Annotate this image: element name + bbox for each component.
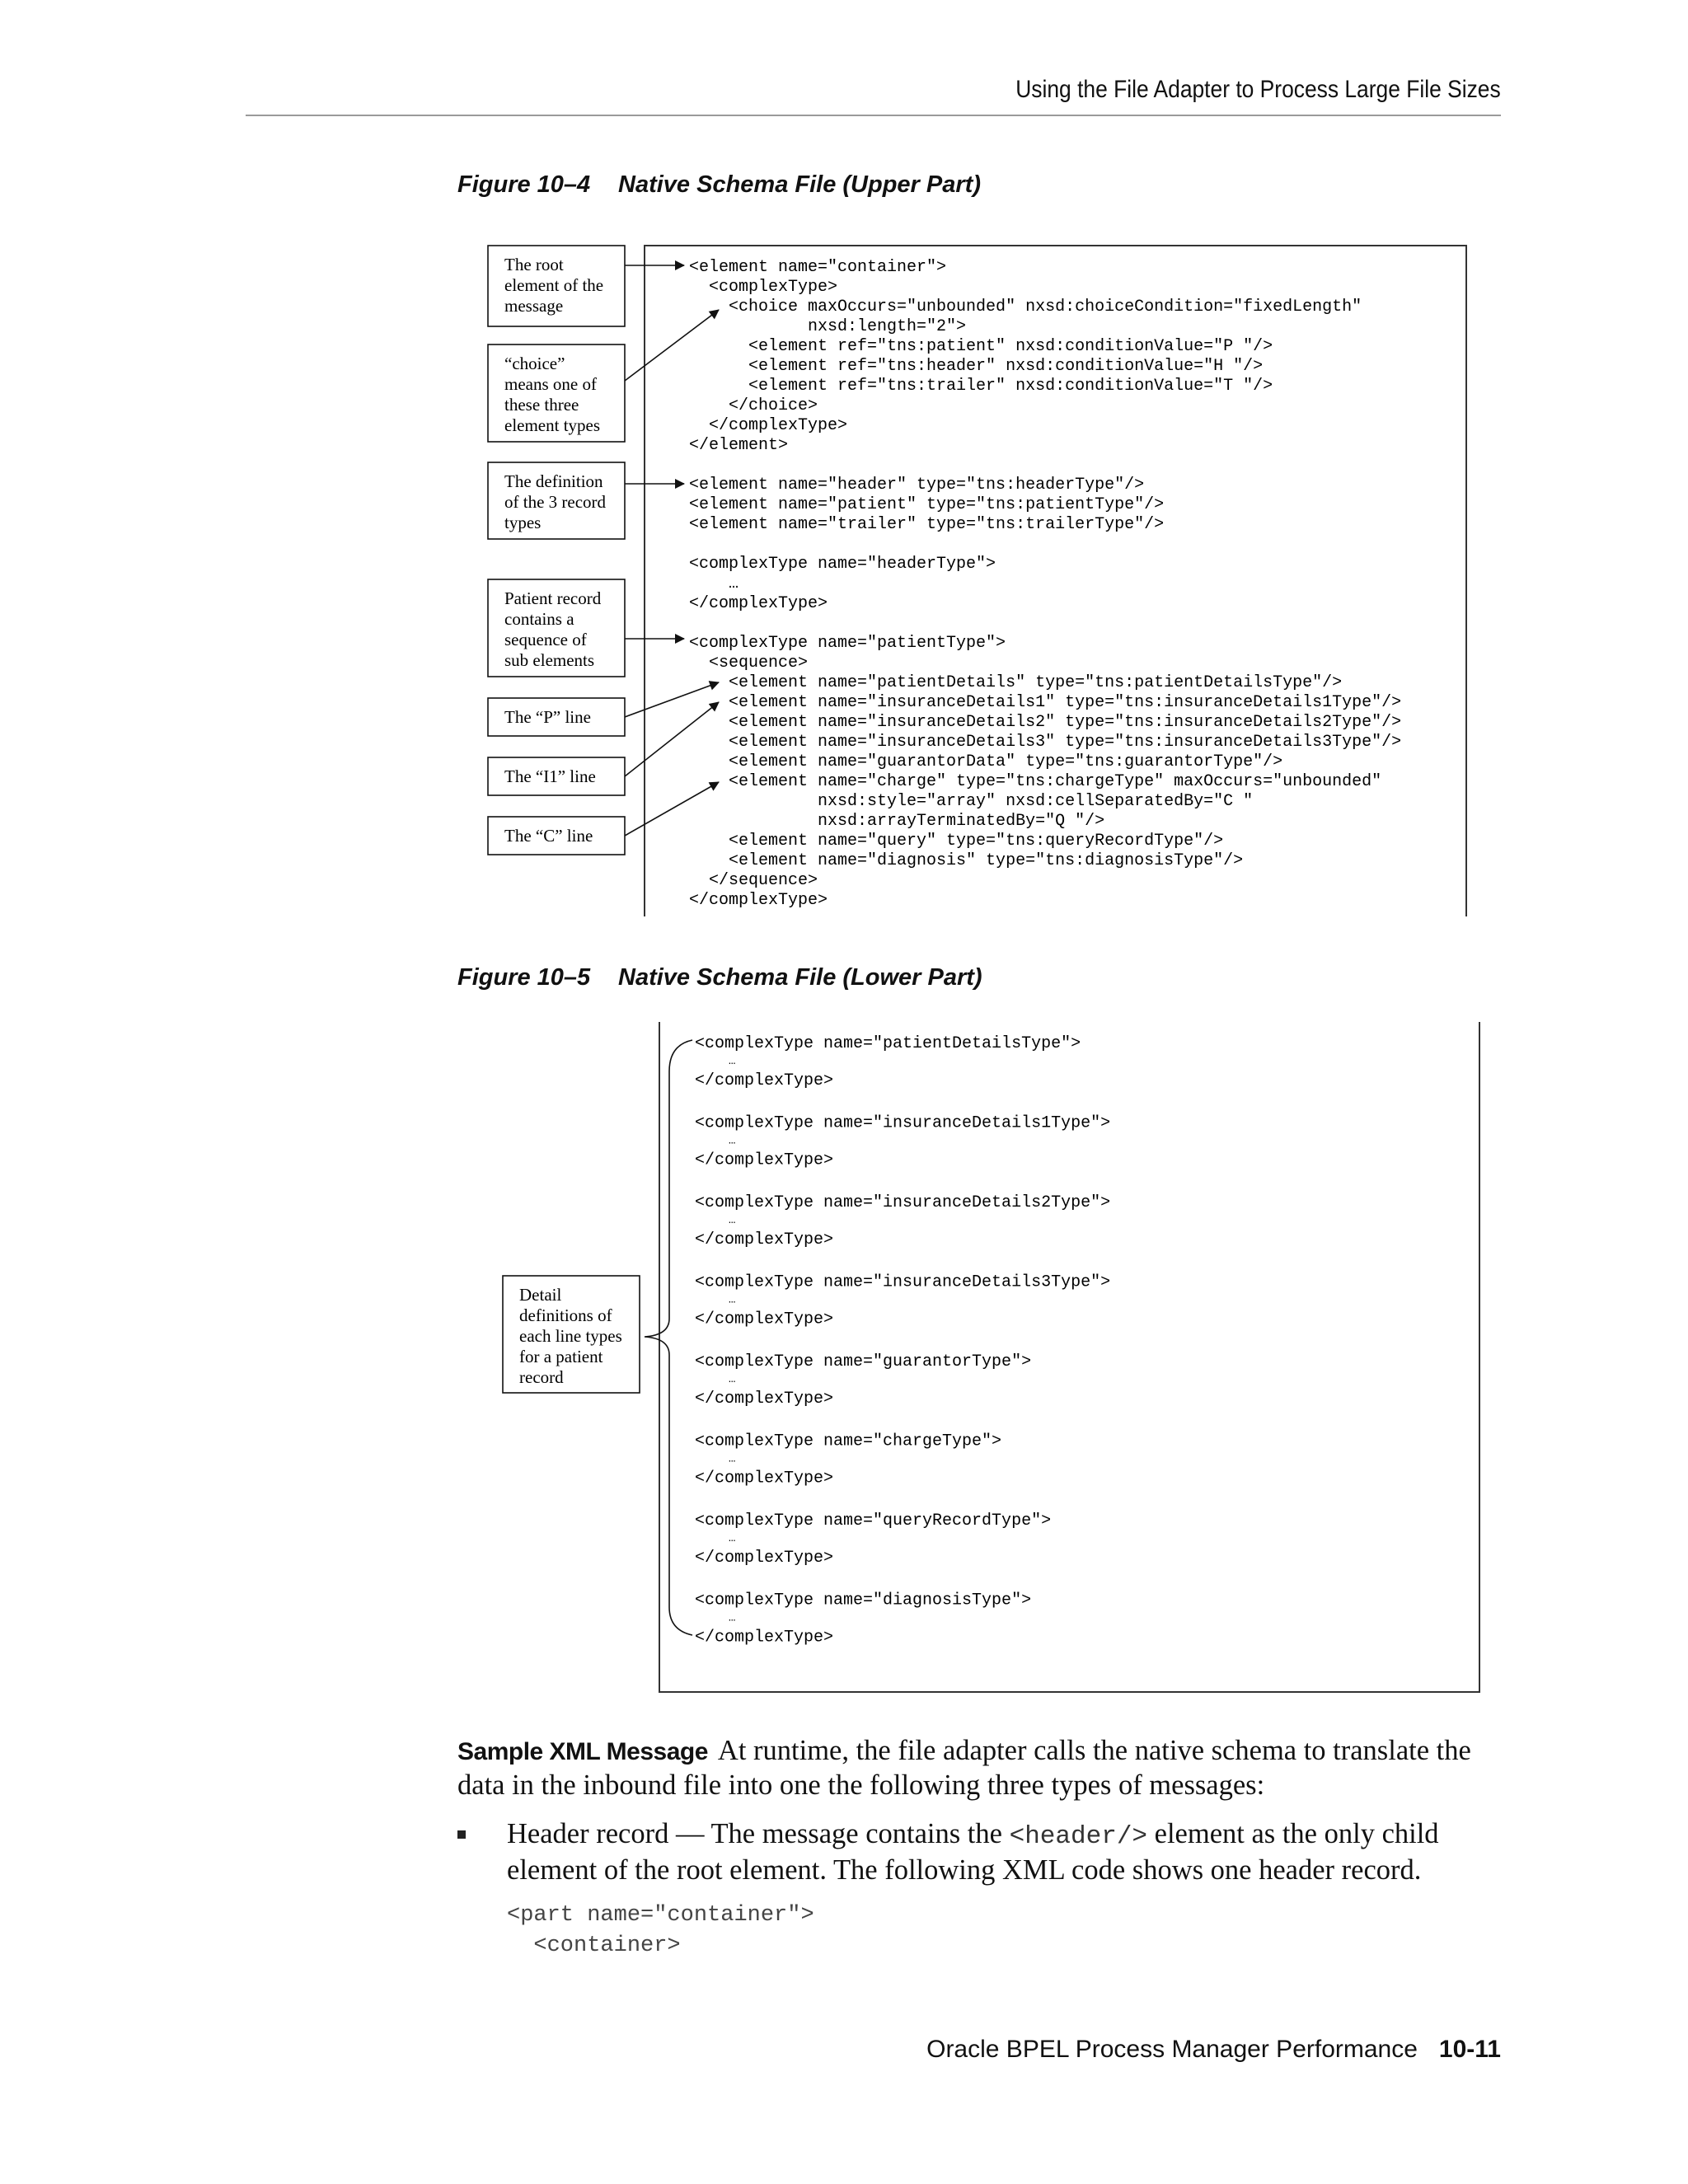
bullet-text: Header record — The message contains the <header/> element as the only child element of the root element. The following XML code shows one header record.: [507, 1818, 1439, 1886]
code-line: <complexType name="patientType">: [689, 634, 1006, 653]
label-line: The root: [504, 255, 564, 274]
code-line: </complexType>: [695, 1469, 834, 1488]
page-footer: [926, 2036, 1501, 2064]
code-line: …: [729, 1532, 736, 1545]
code-line: <complexType name="queryRecordType">: [695, 1511, 1052, 1530]
callout-label: [488, 344, 625, 442]
code-line: <element name="trailer" type="tns:trailerType"/>: [689, 515, 1165, 534]
code-line: <element name="query" type="tns:queryRecordType"/>: [689, 832, 1224, 851]
figure-number: Figure 10–5: [457, 964, 591, 991]
label-line: message: [504, 296, 564, 316]
callout-label: [488, 246, 625, 326]
label-line: each line types: [519, 1326, 622, 1346]
figure-title: Native Schema File (Upper Part): [618, 171, 981, 198]
label-line: Patient record: [504, 588, 602, 608]
label-line: record: [519, 1367, 564, 1387]
footer-title: Oracle BPEL Process Manager Performance: [926, 2036, 1418, 2063]
code-line: nxsd:arrayTerminatedBy="Q "/>: [689, 812, 1105, 831]
code-line: </complexType>: [695, 1390, 834, 1408]
code-line: <element name="insuranceDetails3" type="tns:insuranceDetails3Type"/>: [689, 733, 1402, 752]
code-line: <element name="patientDetails" type="tns:patientDetailsType"/>: [689, 673, 1343, 692]
code-block: [507, 1900, 814, 1961]
figure-lower: [503, 1022, 1479, 1692]
code-line: <element ref="tns:patient" nxsd:conditionValue="P "/>: [689, 337, 1273, 356]
paragraph-lead: Sample XML Message: [457, 1738, 708, 1765]
bullet-marker: [457, 1830, 466, 1839]
code-line: <complexType name="chargeType">: [695, 1432, 1002, 1451]
code-line: <element name="charge" type="tns:chargeType" maxOccurs="unbounded": [689, 772, 1382, 791]
code-line: <element name="container">: [689, 258, 947, 277]
code-line: <complexType name="insuranceDetails3Type">: [695, 1272, 1111, 1292]
code-line: <element name="header" type="tns:headerType"/>: [689, 476, 1145, 494]
code-line: nxsd:style="array" nxsd:cellSeparatedBy="C ": [689, 792, 1254, 811]
code-line: nxsd:length="2">: [689, 317, 967, 336]
label-line: The definition: [504, 471, 603, 491]
code-line: <choice maxOccurs="unbounded" nxsd:choiceCondition="fixedLength": [689, 298, 1362, 316]
figure-upper: [488, 246, 1466, 916]
label-line: definitions of: [519, 1305, 612, 1325]
figure-title: Native Schema File (Lower Part): [618, 964, 982, 991]
callout-label: [503, 1276, 640, 1393]
code-line: </complexType>: [695, 1151, 834, 1170]
label-line: Detail: [519, 1285, 562, 1305]
label-line: sub elements: [504, 650, 595, 670]
figure-number: Figure 10–4: [457, 171, 591, 198]
code-line: <element ref="tns:header" nxsd:conditionValue="H "/>: [689, 357, 1264, 376]
code-line: <complexType name="headerType">: [689, 555, 996, 574]
code-line: </element>: [689, 436, 789, 455]
label-line: these three: [504, 395, 579, 415]
label-line: for a patient: [519, 1347, 603, 1366]
code-line: …: [729, 1452, 736, 1466]
body-paragraph: [457, 1734, 1504, 1802]
code-line: <part name="container">: [507, 1903, 814, 1928]
code-line: <complexType name="insuranceDetails2Type">: [695, 1193, 1111, 1212]
code-line: </complexType>: [689, 594, 828, 613]
label-line: element of the: [504, 275, 604, 295]
code-line: <sequence>: [689, 654, 809, 673]
label-line: sequence of: [504, 630, 587, 649]
running-header: Using the File Adapter to Process Large File Sizes: [1015, 76, 1501, 103]
code-line: </sequence>: [689, 871, 818, 890]
label-line: element types: [504, 415, 601, 435]
callout-label: [488, 698, 625, 736]
label-line: of the 3 record: [504, 492, 607, 512]
label-line: The “C” line: [504, 826, 593, 846]
page-number: 10-11: [1438, 2036, 1501, 2063]
code-line: <element name="patient" type="tns:patientType"/>: [689, 495, 1165, 514]
label-line: “choice”: [504, 354, 565, 373]
callout-label: [488, 757, 625, 795]
code-line: …: [729, 1214, 736, 1227]
code-line: <container>: [507, 1933, 681, 1958]
code-line: <element ref="tns:trailer" nxsd:conditionValue="T "/>: [689, 377, 1273, 396]
code-line: </complexType>: [695, 1549, 834, 1568]
code-line: </complexType>: [689, 891, 828, 910]
callout-label: [488, 462, 625, 539]
code-line: </complexType>: [689, 416, 848, 435]
code-line: …: [729, 1611, 736, 1625]
label-line: types: [504, 513, 542, 532]
label-line: contains a: [504, 609, 574, 629]
code-line: <complexType>: [689, 278, 838, 297]
paragraph-text: At runtime, the file adapter calls the native schema to translate the data in the inbound file into one the following three types of messages:: [457, 1735, 1471, 1801]
code-line: </choice>: [689, 396, 818, 415]
code-line: <complexType name="insuranceDetails1Type">: [695, 1113, 1111, 1133]
callout-label: [488, 817, 625, 855]
callout-label: [488, 579, 625, 677]
brace: [645, 1040, 692, 1635]
inline-code: <header/>: [1009, 1822, 1148, 1851]
code-line: …: [729, 1293, 736, 1307]
code-line: <element name="insuranceDetails2" type="tns:insuranceDetails2Type"/>: [689, 713, 1402, 732]
code-line: …: [729, 1055, 736, 1068]
code-line: </complexType>: [695, 1230, 834, 1249]
label-line: The “I1” line: [504, 766, 596, 786]
code-line: …: [729, 1134, 736, 1148]
code-line: <complexType name="diagnosisType">: [695, 1591, 1032, 1610]
code-line: </complexType>: [695, 1628, 834, 1647]
code-line: </complexType>: [695, 1310, 834, 1329]
label-line: means one of: [504, 374, 597, 394]
code-line: <element name="insuranceDetails1" type="tns:insuranceDetails1Type"/>: [689, 693, 1402, 712]
label-line: The “P” line: [504, 707, 591, 727]
code-line: …: [729, 1373, 736, 1386]
code-line: </complexType>: [695, 1071, 834, 1090]
code-line: <element name="guarantorData" type="tns:guarantorType"/>: [689, 752, 1283, 771]
code-line: <complexType name="guarantorType">: [695, 1352, 1032, 1371]
code-line: <complexType name="patientDetailsType">: [695, 1034, 1081, 1053]
code-line: <element name="diagnosis" type="tns:diagnosisType"/>: [689, 851, 1244, 870]
code-line: …: [689, 574, 739, 593]
